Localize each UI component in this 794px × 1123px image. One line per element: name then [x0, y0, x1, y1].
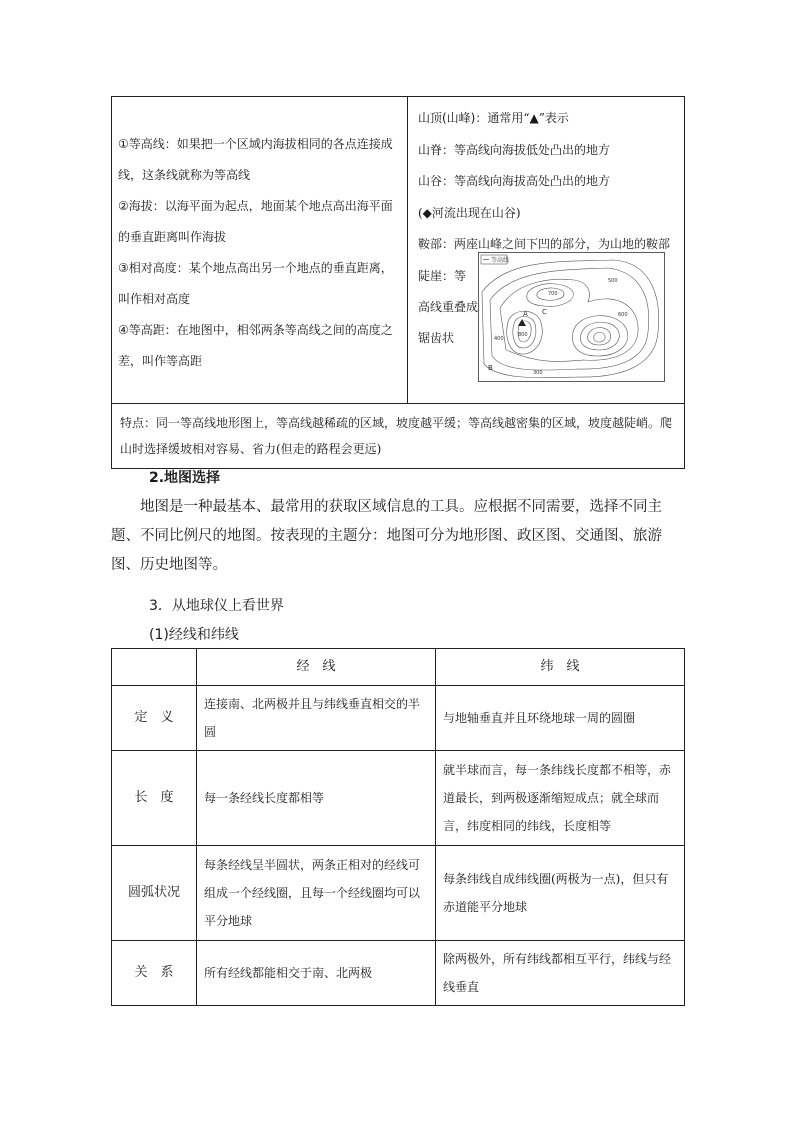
section-3-subheading: (1)经线和纬线: [149, 627, 239, 643]
map-label: A: [523, 310, 528, 318]
definition-item: ②海拔：以海平面为起点，地面某个地点高出海平面的垂直距离叫作海拔: [118, 199, 393, 244]
parallel-cell: 与地轴垂直并且环绕地球一周的圆圈: [436, 686, 685, 751]
table-row: [112, 941, 685, 1006]
meridian-cell: 所有经线都能相交于南、北两极: [197, 941, 436, 1006]
section-2-heading: 2.地图选择: [149, 470, 221, 486]
map-legend-label: 等高线: [491, 257, 510, 264]
parallel-cell: 就半球而言，每一条纬线长度都不相等，赤道最长，到两极逐渐缩短成点；就全球而言，纬度相同的纬线，长度相等: [436, 751, 685, 846]
map-label: B: [488, 364, 493, 372]
table-header-cell: 纬 线: [436, 649, 685, 686]
landform-item-cliff: 陡崖：等高线重叠成锯齿状: [418, 268, 479, 345]
landform-item: 鞍部：两座山峰之间下凹的部分，为山地的鞍部: [418, 237, 671, 251]
landform-item: (◆河流出现在山谷): [418, 205, 521, 220]
definition-item: ①等高线：如果把一个区域内海拔相同的各点连接成线，这条线就称为等高线: [118, 137, 393, 182]
meridian-cell: 连接南、北两极并且与纬线垂直相交的半圆: [197, 686, 436, 751]
contour-note: 特点：同一等高线地形图上，等高线越稀疏的区域，坡度越平缓；等高线越密集的区域，坡度越陡峭。爬山时选择缓坡相对容易、省力(但走的路程会更远): [112, 404, 685, 469]
section-3-heading: 3．从地球仪上看世界: [149, 598, 284, 614]
table-row: [112, 846, 685, 941]
parallel-cell: 每条纬线自成纬线圈(两极为一点)，但只有赤道能平分地球: [436, 846, 685, 941]
map-label: 700: [548, 291, 558, 297]
row-label: 定 义: [112, 686, 197, 751]
table-row: [112, 751, 685, 846]
row-label: 关 系: [112, 941, 197, 1006]
meridian-parallel-table: [111, 648, 685, 1006]
row-label: 长 度: [112, 751, 197, 846]
landform-item: 山谷：等高线向海拔高处凸出的地方: [418, 174, 611, 188]
row-label: 圆弧状况: [112, 846, 197, 941]
landform-item: 山脊：等高线向海拔低处凸出的地方: [418, 142, 611, 157]
parallel-cell: 除两极外，所有纬线都相互平行，纬线与经线垂直: [436, 941, 685, 1006]
definition-item: ③相对高度：某个地点高出另一个地点的垂直距离，叫作相对高度: [118, 261, 393, 306]
map-label: 600: [618, 312, 628, 318]
definition-item: ④等高距：在地图中，相邻两条等高线之间的高度之差，叫作等高距: [118, 323, 393, 368]
section-2-body: 地图是一种最基本、最常用的获取区域信息的工具。应根据不同需要，选择不同主题、不同比例尺的地图。按表现的主题分：地图可分为地形图、政区图、交通图、旅游图、历史地图等。: [111, 499, 662, 573]
map-label: 500: [608, 278, 618, 284]
landform-item: 山顶(山峰)：通常用“▲”表示: [418, 111, 569, 125]
meridian-cell: 每条经线呈半圆状，两条正相对的经线可组成一个经线圈，且每一个经线圈均可以平分地球: [197, 846, 436, 941]
contour-definitions-cell: [112, 97, 408, 404]
map-label: C: [542, 308, 547, 316]
map-label: 400: [494, 336, 504, 342]
meridian-cell: 每一条经线长度都相等: [197, 751, 436, 846]
map-label: 300: [533, 370, 543, 376]
contour-map: [478, 252, 665, 382]
map-label: 800: [518, 332, 528, 338]
table-row: [112, 686, 685, 751]
table-header-row: [112, 649, 685, 686]
table-header-cell: [112, 649, 197, 686]
table-header-cell: 经 线: [197, 649, 436, 686]
